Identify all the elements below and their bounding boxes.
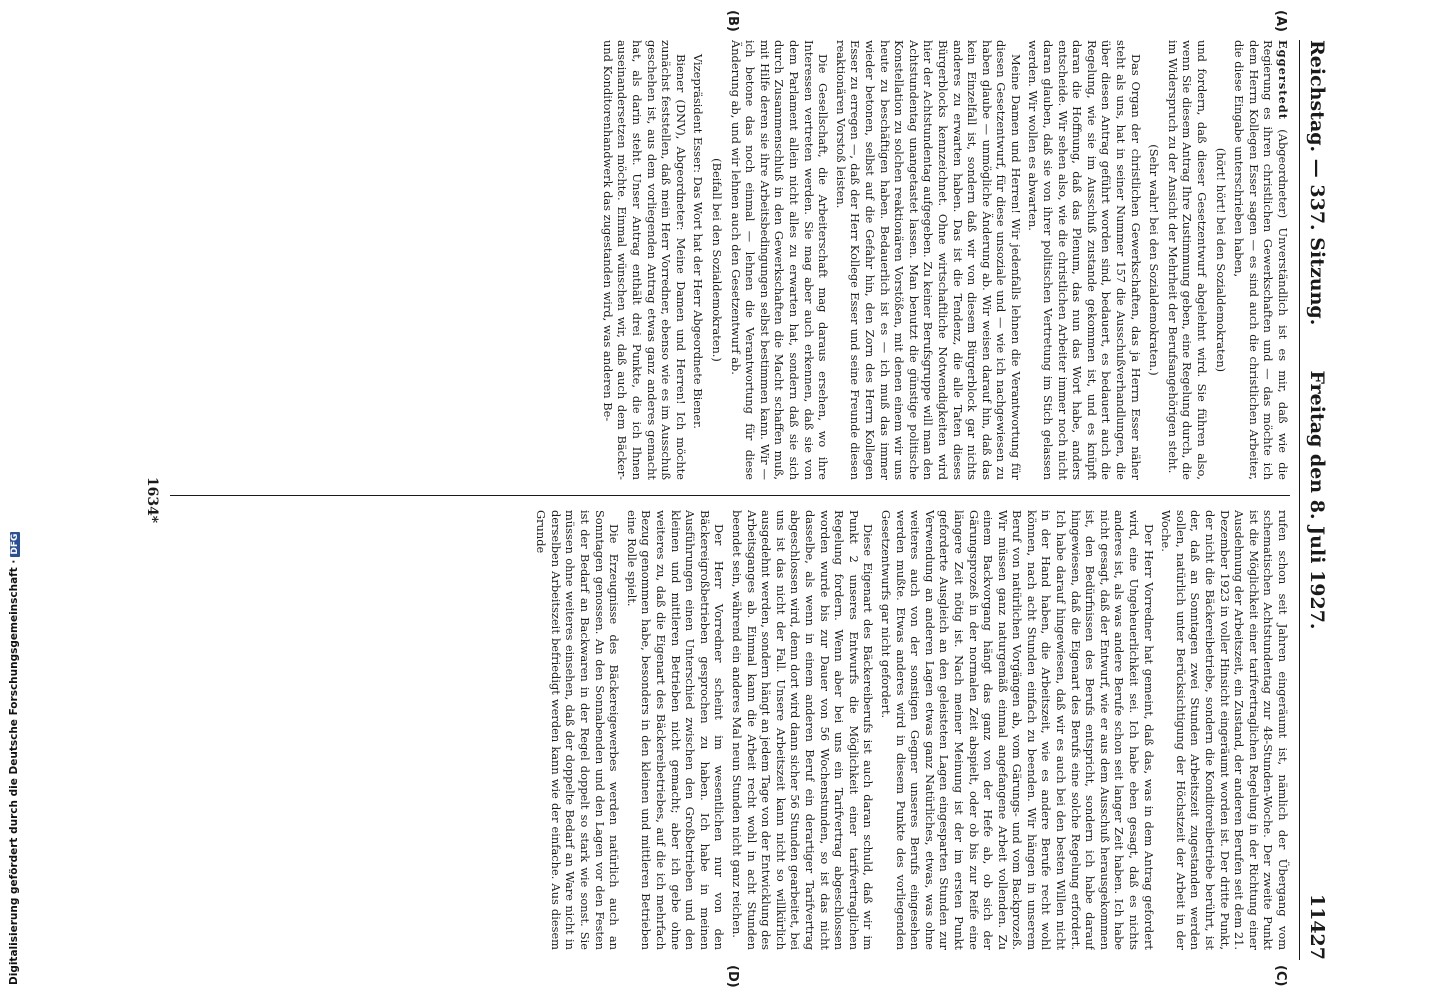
paragraph	[728, 40, 830, 480]
paragraph-text: Der Herr Vorredner scheint im wesentlichen nur von den Bäckereigroßbetrieben gesprochen zu haben. Ich habe in meinen Ausführungen einen Unterschied zwischen den Großbetrieben und den kleinen und mittleren Betrieben nicht gemacht; aber ich gebe ohne weiteres zu, daß die Eigenart des Bäckereibetriebes, auf die ich mehrfach Bezug genommen habe, besonders in den kleinen und mittleren Betrieben eine Rolle spielt.	[624, 510, 727, 950]
paragraph	[600, 40, 688, 480]
paragraph-text: und fordern, daß dieser Gesetzentwurf abgelehnt wird. Sie führen also, wenn Sie diesem Antrag Ihre Zustimmung geben, eine Regelung durch, die im Widerspruch zu der Ansicht der Mehrheit der Berufsangehörigen steht.	[1165, 40, 1210, 480]
paragraph	[729, 510, 875, 950]
paragraph-text: Unverständlich ist es mir, daß wie die Regierung es ihren christlichen Gewerkschaften und — das möchte ich dem Herrn Kollegen Esser sagen — es sind auch die christlichen Arbeiter, die diese Eingabe unterschrieben haben,	[1232, 40, 1290, 480]
speaker-role: Abgeordneter	[1276, 133, 1290, 214]
paragraph-text: Die Gesellschaft, die Arbeiterschaft mag daraus ersehen, wo ihre Interessen vertreten werden. Sie mag aber auch erkennen, daß sie von dem Parlament allein nicht alles zu erwarten hat, sondern daß sie sich durch Zusammenschluß in den Gewerkschaften die Macht schaffen muß, mit Hilfe deren sie ihre Arbeitsbedingungen selbst bestimmen kann. Wir — ich betone das noch einmal — lehnen die Verantwortung für diese Änderung ab, und wir lehnen auch den Gesetzentwurf ab.	[728, 40, 831, 480]
paragraph	[833, 40, 1023, 480]
paragraph-text: (Sehr wahr! bei den Sozialdemokraten.)	[1147, 144, 1162, 376]
paragraph-text: Die Erzeugnisse des Bäckereigewerbes werden natürlich auch an Sonntagen genossen. An den Sonnabenden und den Lagen vor den Festen ist der Bedarf an Backwaren in der Regel doppelt so stark wie sonst. Sie müssen ohne weiteres einsehen, daß der doppelte Bedarf an Ware nicht in derselben Arbeitszeit befriedigt werden kann wie der einfache. Aus diesem Grunde	[534, 510, 622, 950]
paragraph	[534, 510, 622, 950]
header-session: Reichstag. — 337. Sitzung.	[1306, 40, 1328, 326]
interjection	[1213, 40, 1228, 480]
paragraph	[624, 510, 726, 950]
paragraph	[878, 510, 1155, 950]
header-date: Freitag den 8. Juli 1927.	[1306, 370, 1328, 630]
column-divider	[170, 495, 1290, 496]
document-page	[115, 10, 1330, 988]
paragraph-text: Diese Eigenart des Bäckereiberufs ist auch daran schuld, daß wir im Punkt 2 unseres Entwurfs die Möglichkeit einer tarifvertraglichen Regelung fordern. Wenn aber bei uns ein Tarifvertrag abgeschlossen worden wurde bis zur Dauer von 56 Wochenstunden, so ist das nicht dasselbe, als wenn in einem anderen Beruf ein derartiger Tarifvertrag abgeschlossen wird, denn dort wird dann sicher 56 Stunden gearbeitet, bei uns ist das nicht der Fall. Unsere Arbeitszeit kann nicht so willkürlich ausgedehnt werden, sondern hängt an jedem Tage von der Entwicklung des Arbeitsganges ab. Einmal kann die Arbeit recht wohl in acht Stunden beendet sein, während ein anderes Mal neun Stunden nicht ganz reichen.	[730, 510, 876, 950]
paragraph-text: Der Herr Vorredner hat gemeint, daß das, was in dem Antrag gefordert wird, eine Ungeheuerlichkeit sei. Ich habe eben gesagt, daß es nichts anderes ist, als was andere Berufe schon seit langer Zeit haben. Ich habe nicht gesagt, daß der Entwurf, wie er aus dem Ausschuß herausgekommen ist, den Bedürfnissen des Berufs entspricht, sondern ich habe darauf hingewiesen, daß die Eigenart des Berufs eine solche Regelung erfordert. Ich habe darauf hingewiesen, daß wir es auch bei den besten Willen nicht in der Hand haben, die Arbeitszeit, wie es andere Berufe recht wohl können, nach acht Stunden einfach zu beenden. Wir hängen in unserem Beruf von natürlichen Vorgängen ab, vom Gärungs- und vom Backprozeß. Wir müssen ganz naturgemäß einmal angefangene Arbeit vollenden. Zu einem Backvorgang hängt das ganz von der Hefe ab, ob sich der Gärungsprozeß in der normalen Zeit abspielt, oder ob bis zur Reife eine längere Zeit nötig ist. Nach meiner Meinung ist der im ersten Punkt geforderte Ausgleich an den geleisteten Lagen eingesparten Stunden zur Verwendung an anderen Lagen etwas ganz Natürliches, etwas, was ohne weiteres auch von der sonstigen Gegner unseres Berufs eingesehen werden mußte. Etwas anderes wird in diesem Punkte des vorliegenden Gesetzentwurfs gar nicht gefordert.	[878, 510, 1156, 950]
page-header	[1299, 40, 1330, 960]
page-footer: 1634*	[144, 476, 160, 524]
paragraph-text: Biener (DNV), Abgeordneter: Meine Damen und Herren! Ich möchte zunächst feststellen, daß mein Herr Vorredner, ebenso wie es im Ausschuß geschehen ist, aus dem vorliegenden Antrag etwas ganz anderes gemacht hat, als darin steht. Unser Antrag enthält drei Punkte, die ich Ihnen auseinandersetzen möchte. Einmal wünschen wir, daß auch dem Bäcker- und Konditorenhandwerk das zugestanden wird, was anderen Be-	[600, 40, 688, 480]
header-page-number: 11427	[1306, 893, 1328, 960]
paragraph	[1026, 40, 1143, 480]
marker-c: (C)	[1273, 965, 1288, 987]
paragraph-text: (hört! hört! bei den Sozialdemokraten)	[1213, 147, 1228, 373]
paragraph	[1165, 40, 1209, 480]
paragraph-text: (Beifall bei den Sozialdemokraten.)	[710, 158, 725, 362]
paragraph-text: Vizepräsident Esser: Das Wort hat der Herr Abgeordnete Biener.	[691, 54, 706, 429]
marker-a: (A)	[1273, 10, 1288, 32]
interjection	[1147, 40, 1162, 480]
left-column	[170, 40, 1290, 480]
right-column	[170, 510, 1290, 950]
interjection	[709, 40, 724, 480]
paragraph-text: Das Organ der christlichen Gewerkschaften, das ja Herrn Esser näher steht als uns, hat in seiner Nummer 157 die Ausschußverhandlungen, die über diesen Antrag geführt worden sind, bedauert, es bedauert auch die Regelung, wie sie im Ausschuß zustande gekommen ist, und es knüpft daran die Hoffnung, daß das Plenum, das nun das Wort habe, anders entscheide. Wir sehen also, wie die christlichen Arbeiter immer noch nicht daran glauben, daß sie von ihrer politischen Vertretung im Stich gelassen werden. Wir wollen es abwarten.	[1026, 40, 1143, 480]
paragraph: Eggerstedt (Abgeordneter) Unverständlich ist es mir, daß wie die Regierung es ihren christlichen Gewerkschaften und — das möchte ich dem Herrn Kollegen Esser sagen — es sind auch die christlichen Arbeiter, die diese Eingabe unterschrieben haben,	[1232, 40, 1290, 480]
paragraph	[691, 40, 706, 480]
marker-b: (B)	[725, 10, 740, 32]
paragraph-text: Meine Damen und Herren! Wir jedenfalls lehnen die Verantwortung für diesen Gesetzentwurf, für diese unsoziale und — wie ich nachgewiesen zu haben glaube — unmögliche Änderung ab. Wir weisen darauf hin, daß das kein Einzelfall ist, sondern daß wir von diesem Bürgerblock gar nichts anderes zu erwarten haben. Das ist die Tendenz, die alle Taten dieses Bürgerblocks kennzeichnet. Ohne wirtschaftliche Notwendigkeiten wird hier der Achtstundentag aufgegeben. Zu keiner Berufsgruppe will man den Achtstundentag unangetastet lassen. Man benutzt die günstige politische Konstellation zu solchen reaktionären Vorstößen, mit denen einem wir uns heute zu beschäftigen haben. Bedauerlich ist es — ich muß das immer wieder betonen, selbst auf die Gefahr hin, den Zorn des Herrn Kollegen Esser zu erregen —, daß der Herr Kollege Esser und seine Freunde diesen reaktionären Vorstoß leisten.	[833, 40, 1023, 480]
paragraph-text: rufen schon seit Jahren eingeräumt ist, nämlich der Übergang vom schematischen Achtstundentag zur 48-Stunden-Woche. Der zweite Punkt ist die Möglichkeit einer tarifvertraglichen Regelung in der Richtung einer Ausdehnung der Arbeitszeit, ein Zustand, der anderen Berufen seit dem 21. Dezember 1923 in voller Hinsicht eingeräumt worden ist. Der dritte Punkt, der nicht die Bäckereibetriebe, sondern die Konditoreibetriebe berührt, ist der, daß an Sonntagen zwei Stunden Arbeitszeit zugestanden werden sollen, natürlich unter Berücksichtigung der Höchstzeit der Arbeit in der Woche.	[1159, 510, 1290, 950]
sidebar-credit	[8, 0, 32, 1000]
dfg-logo: DFG	[10, 533, 20, 555]
credit-text	[8, 532, 20, 985]
marker-d: (D)	[725, 965, 740, 988]
speaker-name: Eggerstedt	[1276, 40, 1290, 121]
paragraph	[1159, 510, 1290, 950]
credit-label: Digitalisierung gefördert durch die Deutsche Forschungsgemeinschaft ·	[8, 559, 20, 985]
